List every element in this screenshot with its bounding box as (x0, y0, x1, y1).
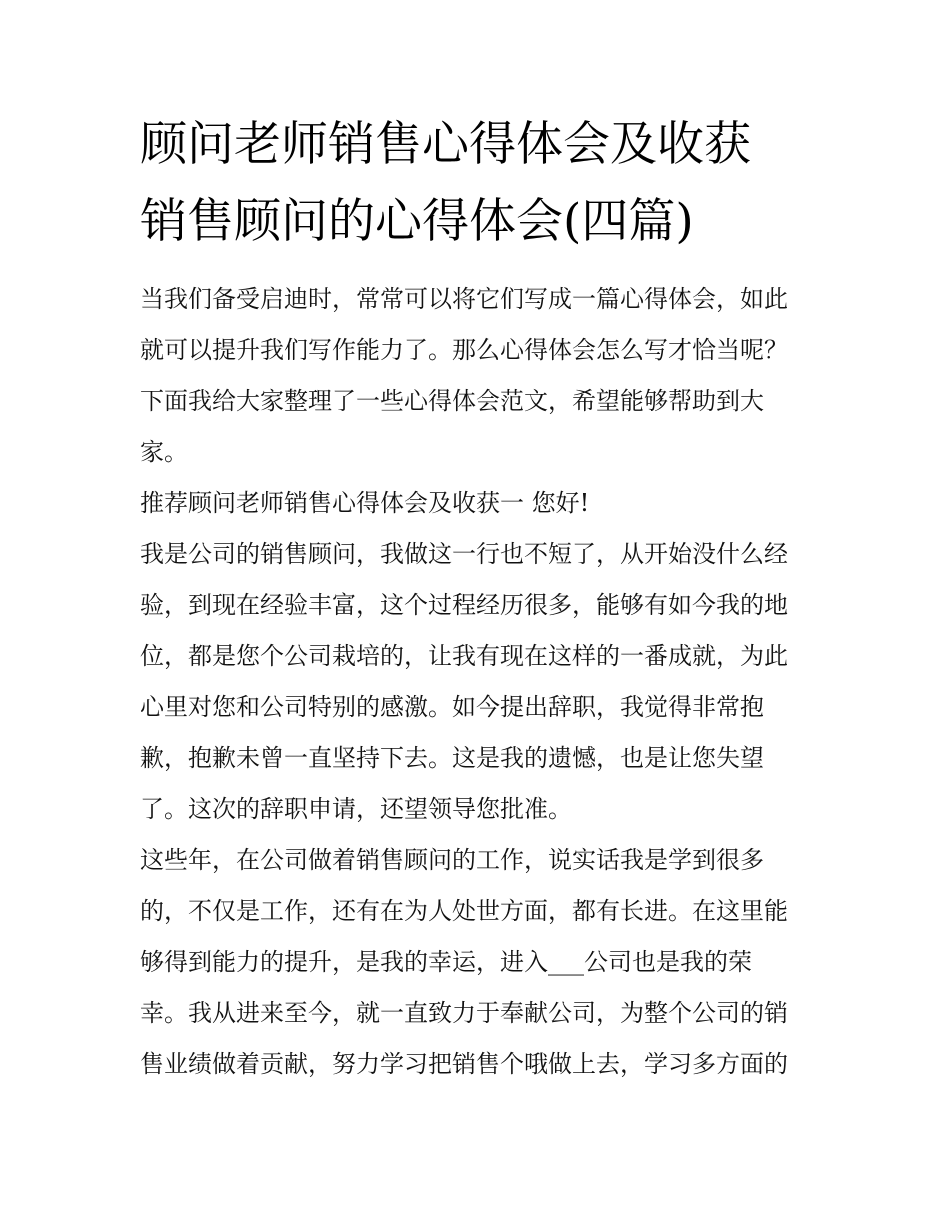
body-line: 推荐顾问老师销售心得体会及收获一 您好! (140, 489, 590, 517)
body-line: 我是公司的销售顾问，我做这一行也不短了，从开始没什么经 (140, 540, 788, 568)
body-line: 就可以提升我们写作能力了。那么心得体会怎么写才恰当呢？ (140, 336, 788, 364)
body-line: 售业绩做着贡献，努力学习把销售个哦做上去，学习多方面的 (140, 1050, 788, 1078)
body-line: 位，都是您个公司栽培的，让我有现在这样的一番成就，为此 (140, 642, 788, 670)
body-line: 够得到能力的提升，是我的幸运，进入___公司也是我的荣 (140, 948, 752, 976)
body-line: 了。这次的辞职申请，还望领导您批准。 (140, 795, 572, 823)
title-line-1: 顾问老师销售心得体会及收获 (140, 117, 751, 172)
body-line: 这些年，在公司做着销售顾问的工作，说实话我是学到很多 (140, 846, 764, 874)
body-line: 当我们备受启迪时，常常可以将它们写成一篇心得体会，如此 (140, 285, 788, 313)
body-line: 心里对您和公司特别的感激。如今提出辞职，我觉得非常抱 (140, 693, 764, 721)
body-line: 验，到现在经验丰富，这个过程经历很多，能够有如今我的地 (140, 591, 788, 619)
body-line: 家。 (140, 438, 188, 466)
body-line: 的，不仅是工作，还有在为人处世方面，都有长进。在这里能 (140, 897, 788, 925)
body-line: 歉，抱歉未曾一直坚持下去。这是我的遗憾，也是让您失望 (140, 744, 764, 772)
title-line-2: 销售顾问的心得体会(四篇) (140, 194, 694, 249)
body-line: 下面我给大家整理了一些心得体会范文，希望能够帮助到大 (140, 387, 764, 415)
body-line: 幸。我从进来至今，就一直致力于奉献公司，为整个公司的销 (140, 999, 788, 1027)
